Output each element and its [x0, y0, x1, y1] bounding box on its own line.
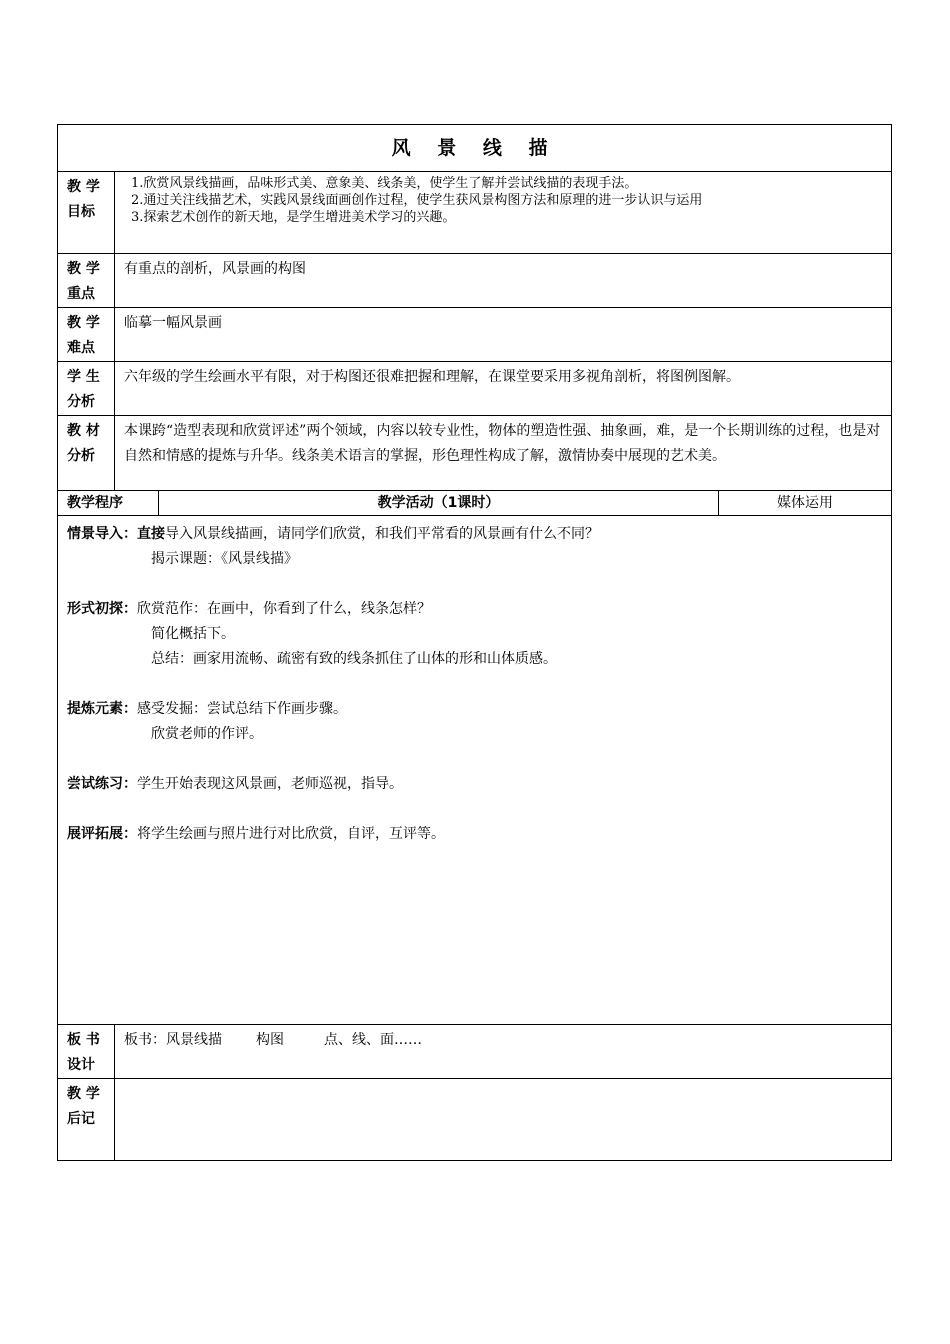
form-text: 欣赏范作：在画中，你看到了什么，线条怎样？: [137, 601, 431, 617]
key-points-text: 有重点的剖析，风景画的构图: [115, 254, 892, 308]
key-points-label: 教 学 重点: [58, 254, 115, 308]
board-label: 板 书 设计: [58, 1025, 115, 1079]
document-title: 风 景 线 描: [58, 125, 892, 172]
intro-subtext: 揭示课题：《风景线描》: [151, 551, 298, 567]
goal-item: 3.探索艺术创作的新天地，是学生增进美术学习的兴趣。: [131, 210, 456, 225]
show-text: 将学生绘画与照片进行对比欣赏，自评，互评等。: [137, 826, 445, 842]
media-column-header: 媒体运用: [719, 491, 892, 516]
student-analysis-text: 六年级的学生绘画水平有限，对于构图还很难把握和理解，在课堂要采用多视角剖析，将图例图解。: [115, 362, 892, 416]
board-item: 板书：风景线描: [124, 1032, 222, 1048]
goals-row: [58, 172, 892, 254]
procedure-row: [58, 516, 892, 1025]
board-item: 构图: [256, 1032, 284, 1048]
practice-text: 学生开始表现这风景画，老师巡视，指导。: [137, 776, 403, 792]
title-row: [58, 125, 892, 172]
difficulties-label: 教 学 难点: [58, 308, 115, 362]
procedure-content: [58, 516, 892, 1025]
difficulties-row: [58, 308, 892, 362]
lesson-plan: [57, 124, 891, 1161]
goals-content: [115, 172, 892, 254]
notes-label: 教 学 后记: [58, 1079, 115, 1161]
refine-section: [67, 697, 883, 747]
student-analysis-label: 学 生 分析: [58, 362, 115, 416]
intro-section: [67, 522, 883, 572]
form-subtext: 简化概括下。: [151, 626, 235, 642]
form-summary: 总结：画家用流畅、疏密有致的线条抓住了山体的形和山体质感。: [151, 651, 557, 667]
practice-heading: 尝试练习：: [67, 776, 137, 792]
board-item: 点、线、面……: [324, 1032, 422, 1048]
activity-column-header: 教学活动（1课时）: [159, 491, 719, 516]
show-section: [67, 822, 883, 847]
material-analysis-label: 教 材 分析: [58, 416, 115, 491]
form-heading: 形式初探：: [67, 601, 137, 617]
form-section: [67, 597, 883, 672]
refine-text: 感受发掘：尝试总结下作画步骤。: [137, 701, 347, 717]
refine-subtext: 欣赏老师的作评。: [151, 726, 263, 742]
lesson-plan-table: [57, 124, 892, 1161]
procedure-column-header: 教学程序: [58, 491, 159, 516]
key-points-row: [58, 254, 892, 308]
goal-item: 1.欣赏风景线描画，品味形式美、意象美、线条美，使学生了解并尝试线描的表现手法。: [131, 176, 638, 191]
material-analysis-row: [58, 416, 892, 491]
student-analysis-row: [58, 362, 892, 416]
intro-heading: 情景导入：直接: [67, 526, 165, 542]
board-content: [115, 1025, 892, 1079]
procedure-header-row: [58, 491, 892, 516]
intro-text: 导入风景线描画，请同学们欣赏，和我们平常看的风景画有什么不同？: [165, 526, 599, 542]
show-heading: 展评拓展：: [67, 826, 137, 842]
notes-content: [115, 1079, 892, 1161]
material-analysis-text: 本课跨“造型表现和欣赏评述”两个领域，内容以较专业性，物体的塑造性强、抽象画，难，是一个长期训练的过程，也是对自然和情感的提炼与升华。线条美术语言的掌握，形色理性构成了解，激情协奏中展现的艺术美。: [115, 416, 892, 491]
refine-heading: 提炼元素：: [67, 701, 137, 717]
goals-label: 教 学 目标: [58, 172, 115, 254]
notes-row: [58, 1079, 892, 1161]
practice-section: [67, 772, 883, 797]
difficulties-text: 临摹一幅风景画: [115, 308, 892, 362]
board-row: [58, 1025, 892, 1079]
goal-item: 2.通过关注线描艺术，实践风景线面画创作过程，使学生获风景构图方法和原理的进一步认识与运用: [131, 193, 703, 208]
